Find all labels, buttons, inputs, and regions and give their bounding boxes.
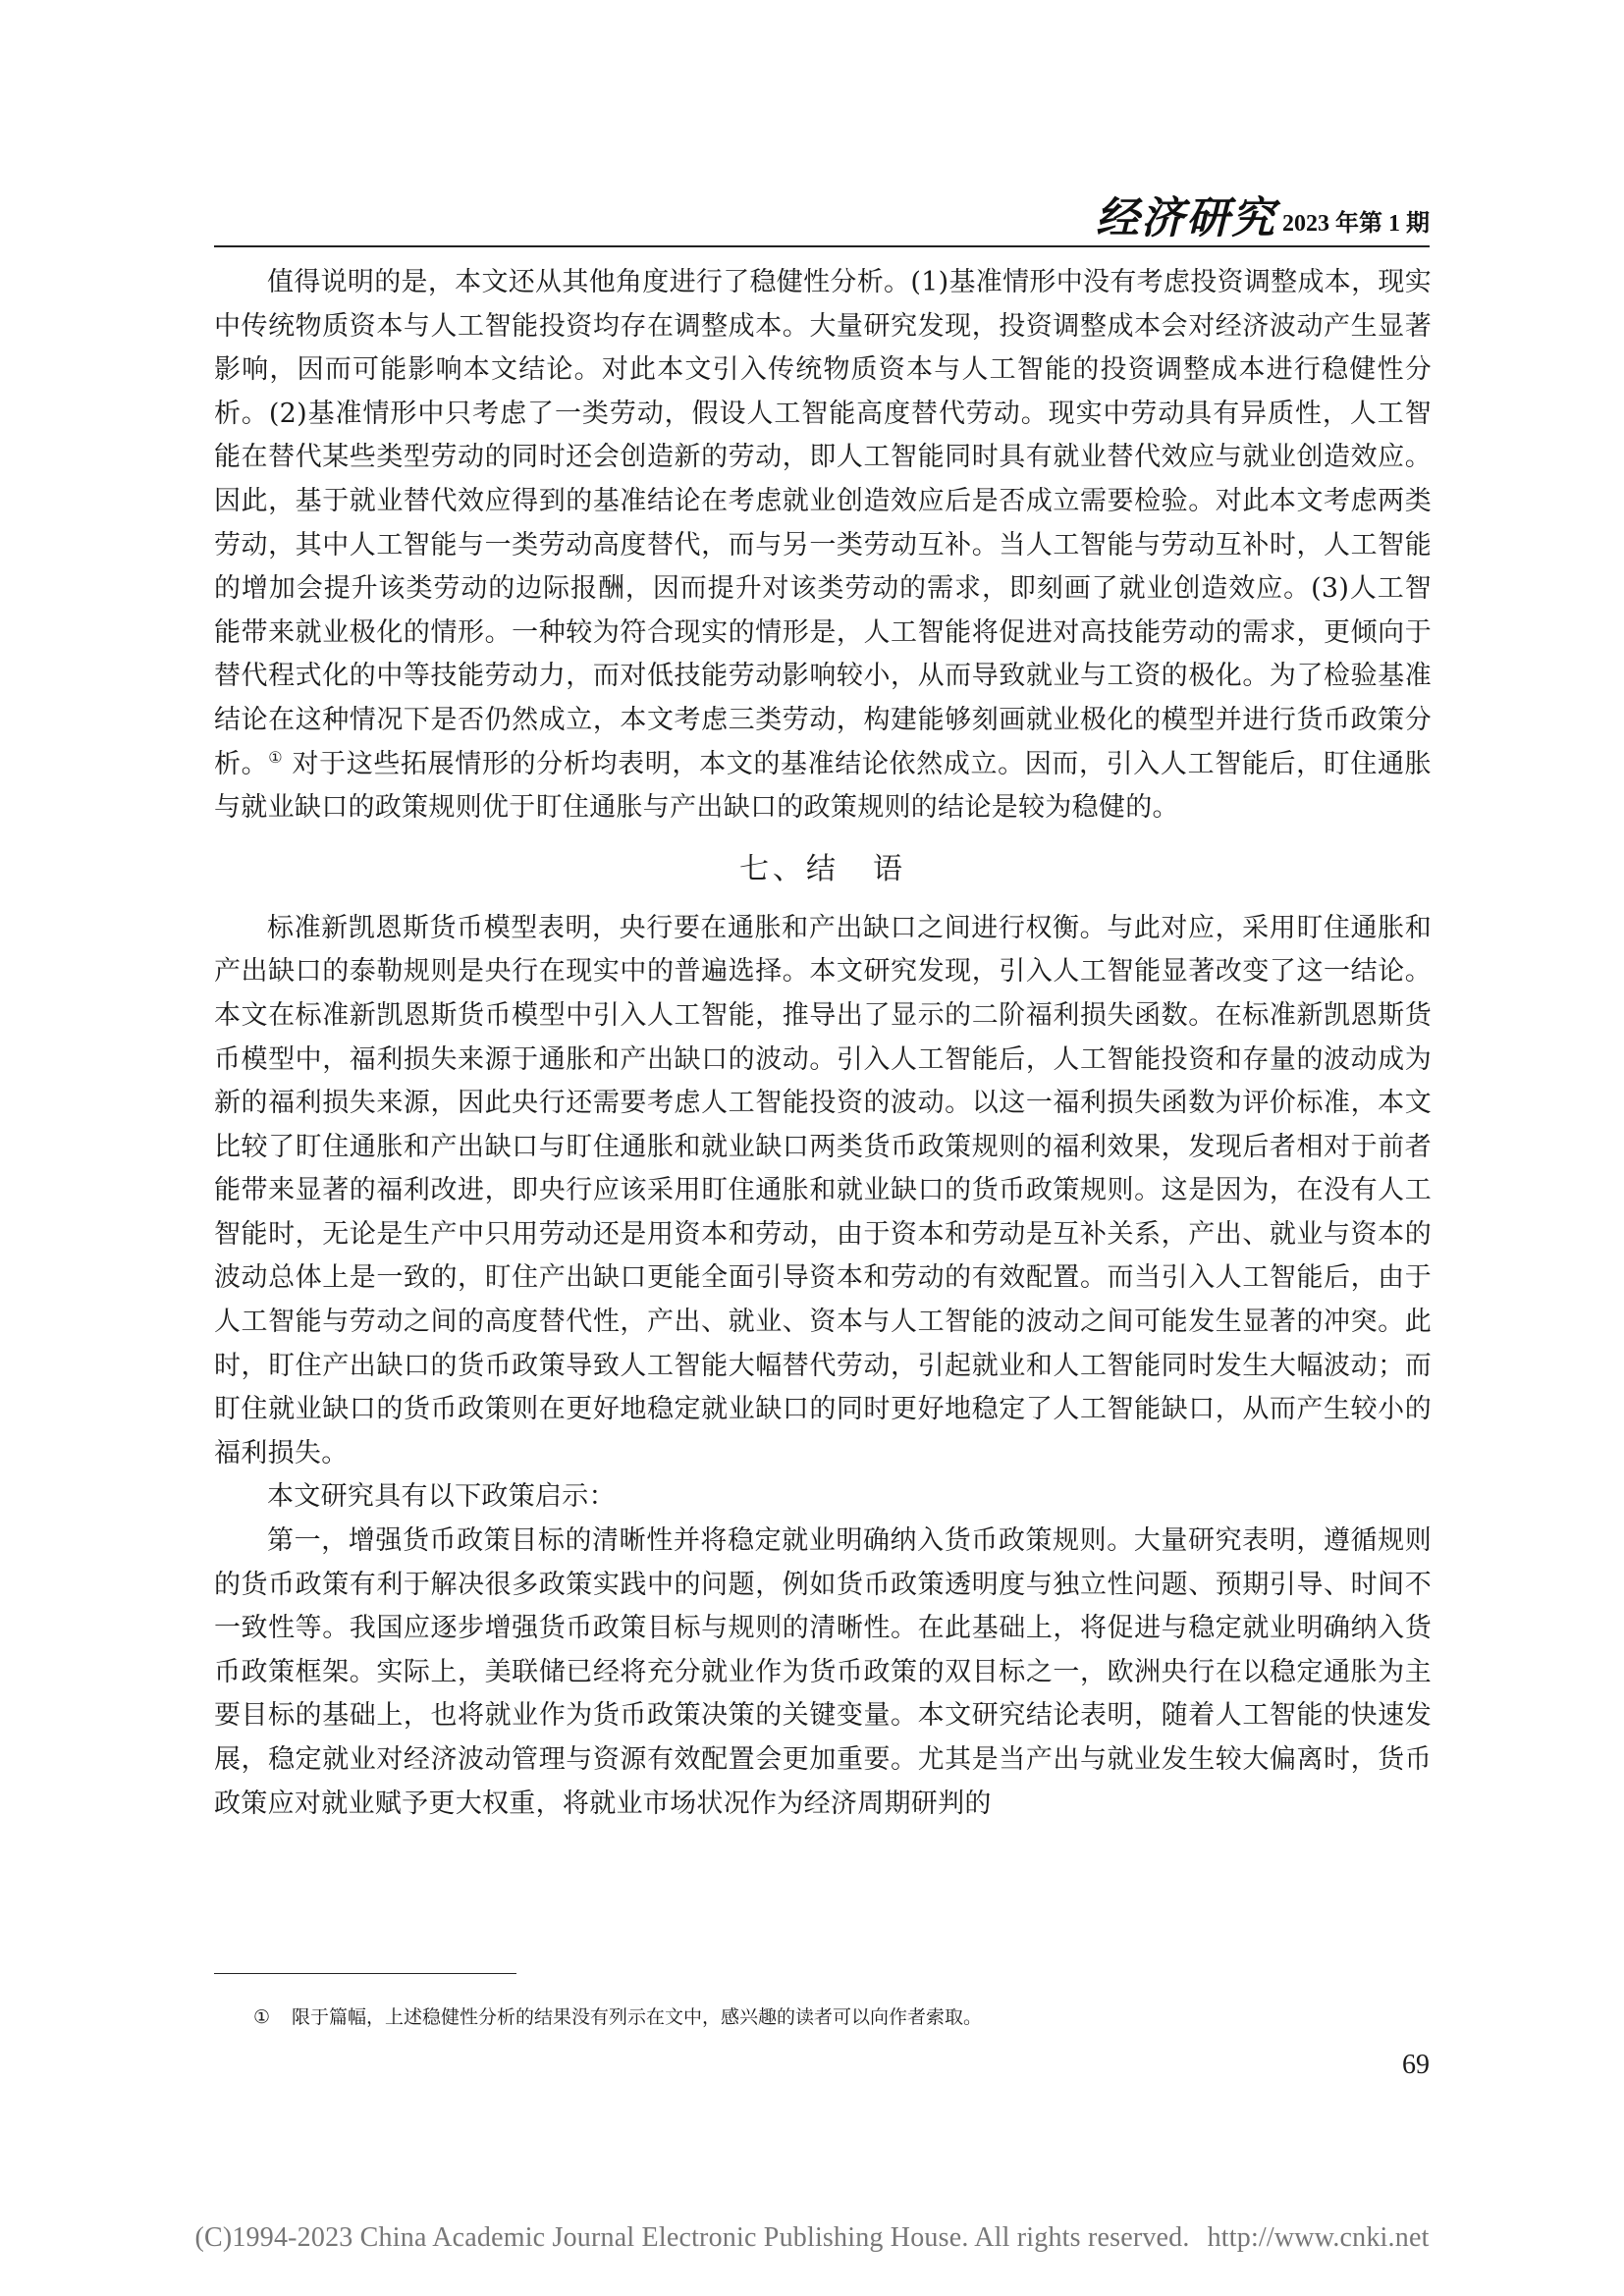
copyright-line <box>0 2222 1624 2254</box>
cnki-link[interactable]: http://www.cnki.net <box>1207 2222 1430 2253</box>
section-heading: 七、结 语 <box>739 851 906 886</box>
paragraph-first-implication: 第一，增强货币政策目标的清晰性并将稳定就业明确纳入货币政策规则。大量研究表明，遵循规则的货币政策有利于解决很多政策实践中的问题，例如货币政策透明度与独立性问题、预期引导、时间不一致性等。我国应逐步增强货币政策目标与规则的清晰性。在此基础上，将促进与稳定就业明确纳入货币政策框架。实际上，美联储已经将充分就业作为货币政策的双目标之一，欧洲央行在以稳定通胀为主要目标的基础上，也将就业作为货币政策决策的关键变量。本文研究结论表明，随着人工智能的快速发展，稳定就业对经济波动管理与资源有效配置会更加重要。尤其是当产出与就业发生较大偏离时，货币政策应对就业赋予更大权重，将就业市场状况作为经济周期研判的 <box>214 1525 1432 1819</box>
journal-masthead <box>1096 194 1430 243</box>
journal-name: 经济研究 <box>1096 193 1276 243</box>
footnote-ref[interactable]: ① <box>268 747 284 767</box>
paragraph-robustness <box>214 261 1432 830</box>
footnote-divider <box>214 1973 516 1974</box>
running-header <box>214 194 1430 247</box>
footnote <box>253 2002 1382 2032</box>
paragraph-conclusion: 标准新凯恩斯货币模型表明，央行要在通胀和产出缺口之间进行权衡。与此对应，采用盯住通胀和产出缺口的泰勒规则是央行在现实中的普遍选择。本文研究发现，引入人工智能显著改变了这一结论。本文在标准新凯恩斯货币模型中引入人工智能，推导出了显示的二阶福利损失函数。在标准新凯恩斯货币模型中，福利损失来源于通胀和产出缺口的波动。引入人工智能后，人工智能投资和存量的波动成为新的福利损失来源，因此央行还需要考虑人工智能投资的波动。以这一福利损失函数为评价标准，本文比较了盯住通胀和产出缺口与盯住通胀和就业缺口两类货币政策规则的福利效果，发现后者相对于前者能带来显著的福利改进，即央行应该采用盯住通胀和就业缺口的货币政策规则。这是因为，在没有人工智能时，无论是生产中只用劳动还是用资本和劳动，由于资本和劳动是互补关系，产出、就业与资本的波动总体上是一致的，盯住产出缺口更能全面引导资本和劳动的有效配置。而当引入人工智能后，由于人工智能与劳动之间的高度替代性，产出、就业、资本与人工智能的波动之间可能发生显著的冲突。此时，盯住产出缺口的货币政策导致人工智能大幅替代劳动，引起就业和人工智能同时发生大幅波动；而盯住就业缺口的货币政策则在更好地稳定就业缺口的同时更好地稳定了人工智能缺口，从而产生较小的福利损失。 <box>214 912 1432 1468</box>
paragraph-policy-intro: 本文研究具有以下政策启示： <box>267 1481 616 1513</box>
page-number: 69 <box>1402 2050 1430 2080</box>
footnote-mark: ① <box>253 2006 271 2028</box>
footnote-text: 限于篇幅，上述稳健性分析的结果没有列示在文中，感兴趣的读者可以向作者索取。 <box>292 2006 983 2028</box>
paragraph-robustness-tail: 对于这些拓展情形的分析均表明，本文的基准结论依然成立。因而，引入人工智能后，盯住通胀与就业缺口的政策规则优于盯住通胀与产出缺口的政策规则的结论是较为稳健的。 <box>214 748 1432 824</box>
journal-issue: 2023 年第 1 期 <box>1282 211 1430 237</box>
copyright-text: (C)1994-2023 China Academic Journal Electronic Publishing House. All rights reserved. <box>194 2222 1190 2253</box>
article-body <box>214 261 1432 1826</box>
paragraph-robustness-text: 值得说明的是，本文还从其他角度进行了稳健性分析。(1)基准情形中没有考虑投资调整成本，现实中传统物质资本与人工智能投资均存在调整成本。大量研究发现，投资调整成本会对经济波动产生显著影响，因而可能影响本文结论。对此本文引入传统物质资本与人工智能的投资调整成本进行稳健性分析。(2)基准情形中只考虑了一类劳动，假设人工智能高度替代劳动。现实中劳动具有异质性，人工智能在替代某些类型劳动的同时还会创造新的劳动，即人工智能同时具有就业替代效应与就业创造效应。因此，基于就业替代效应得到的基准结论在考虑就业创造效应后是否成立需要检验。对此本文考虑两类劳动，其中人工智能与一类劳动高度替代，而与另一类劳动互补。当人工智能与劳动互补时，人工智能的增加会提升该类劳动的边际报酬，因而提升对该类劳动的需求，即刻画了就业创造效应。(3)人工智能带来就业极化的情形。一种较为符合现实的情形是，人工智能将促进对高技能劳动的需求，更倾向于替代程式化的中等技能劳动力，而对低技能劳动影响较小，从而导致就业与工资的极化。为了检验基准结论在这种情况下是否仍然成立，本文考虑三类劳动，构建能够刻画就业极化的模型并进行货币政策分析。 <box>214 267 1432 779</box>
